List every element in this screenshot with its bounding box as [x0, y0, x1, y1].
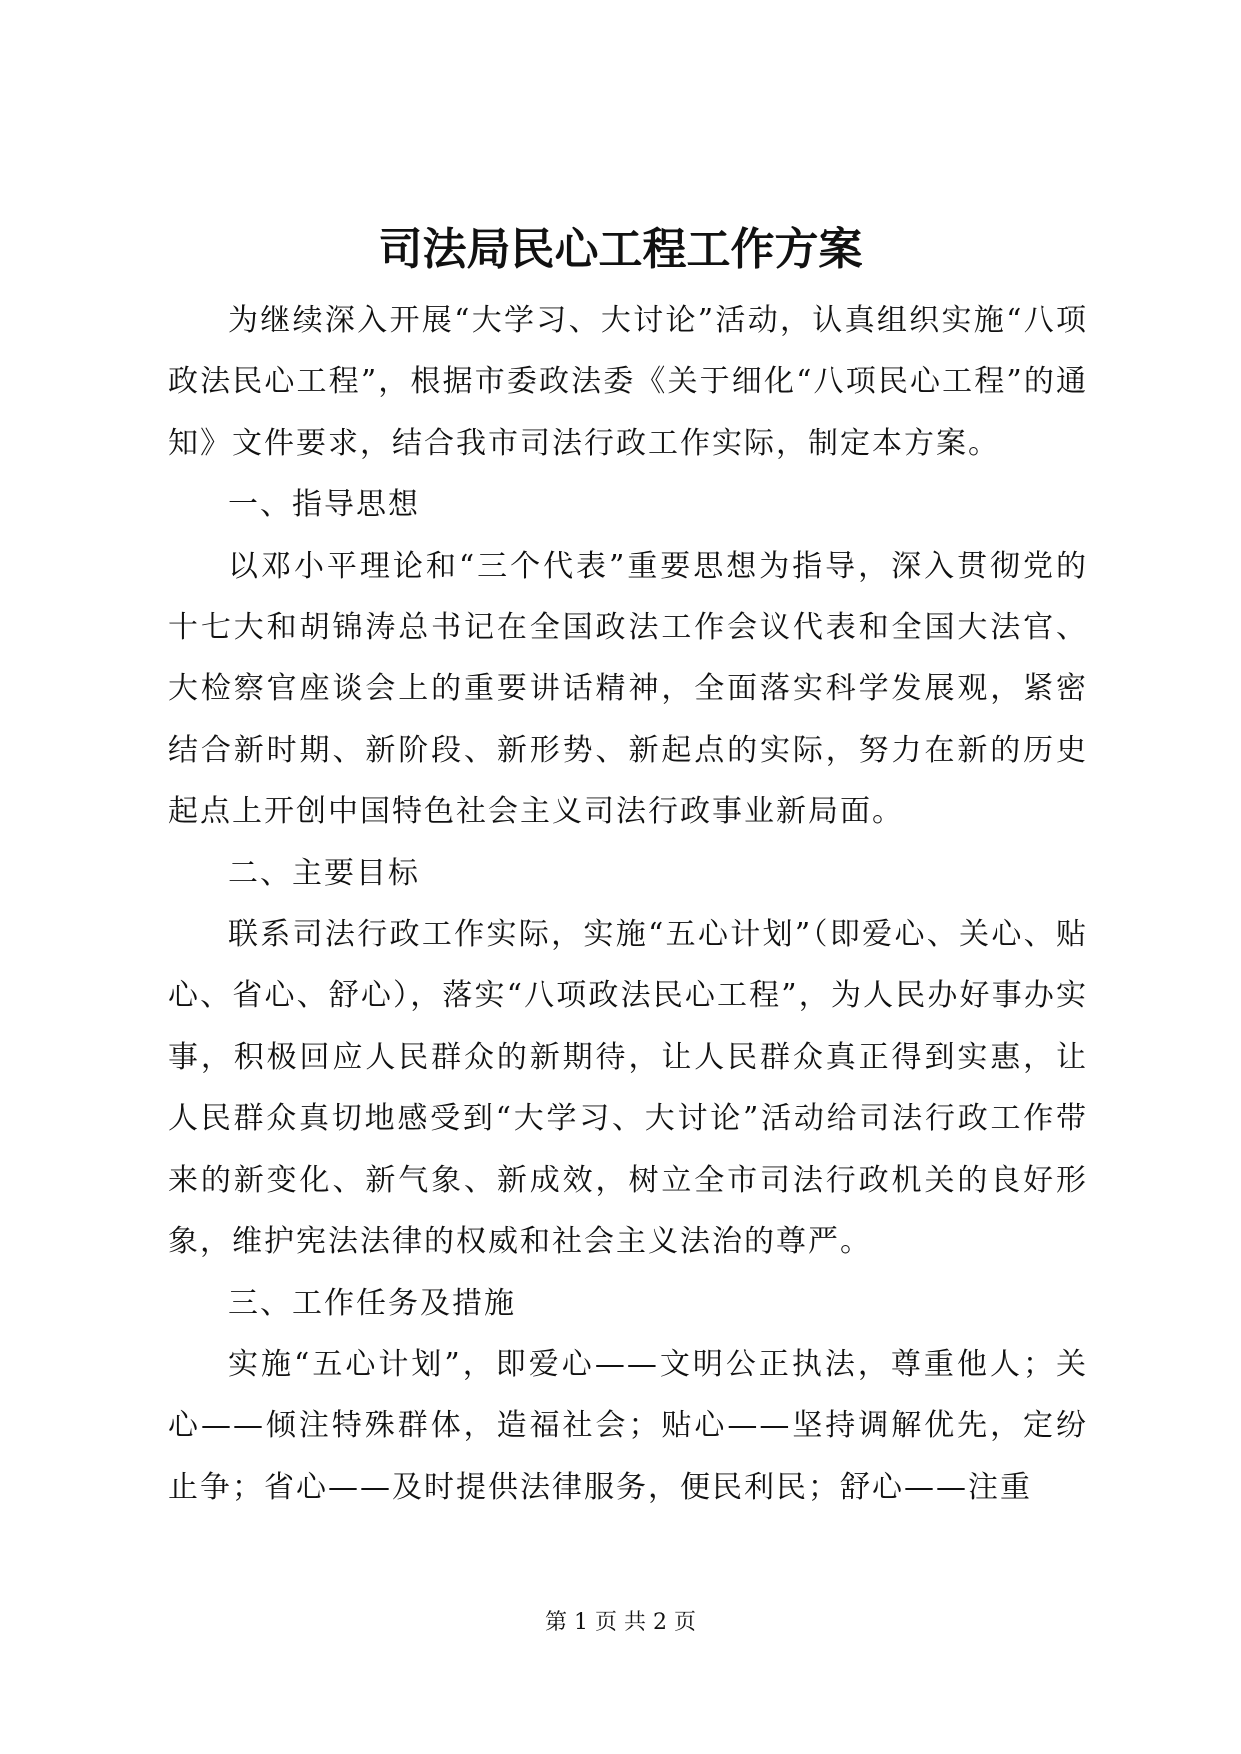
section-heading-guiding-ideology: 一、指导思想	[228, 487, 420, 523]
section-heading-tasks-measures: 三、工作任务及措施	[228, 1285, 516, 1321]
section-body-main-goals: 联系司法行政工作实际，实施“五心计划”（即爱心、关心、贴心、省心、舒心），落实“八项政法民心工程”，为人民办好事办实事，积极回应人民群众的新期待，让人民群众真正得到实惠，让人民群众真切地感受到“大学习、大讨论”活动给司法行政工作带来的新变化、新气象、新成效，树立全市司法行政机关的良好形象，维护宪法法律的权威和社会主义法治的尊严。	[168, 917, 1088, 1260]
document-title: 司法局民心工程工作方案	[378, 224, 863, 275]
section-body-guiding-ideology: 以邓小平理论和“三个代表”重要思想为指导，深入贯彻党的十七大和胡锦涛总书记在全国政法工作会议代表和全国大法官、大检察官座谈会上的重要讲话精神，全面落实科学发展观，紧密结合新时期、新阶段、新形势、新起点的实际，努力在新的历史起点上开创中国特色社会主义司法行政事业新局面。	[168, 548, 1088, 830]
intro-paragraph: 为继续深入开展“大学习、大讨论”活动，认真组织实施“八项政法民心工程”，根据市委政法委《关于细化“八项民心工程”的通知》文件要求，结合我市司法行政工作实际，制定本方案。	[168, 303, 1088, 461]
page-footer: 第 1 页 共 2 页	[545, 1610, 696, 1635]
section-heading-main-goals: 二、主要目标	[228, 855, 420, 891]
section-body-tasks-measures: 实施“五心计划”，即爱心——文明公正执法，尊重他人；关心——倾注特殊群体，造福社会；贴心——坚持调解优先，定纷止争；省心——及时提供法律服务，便民利民；舒心——注重	[168, 1346, 1088, 1505]
document-body	[168, 290, 1088, 1518]
